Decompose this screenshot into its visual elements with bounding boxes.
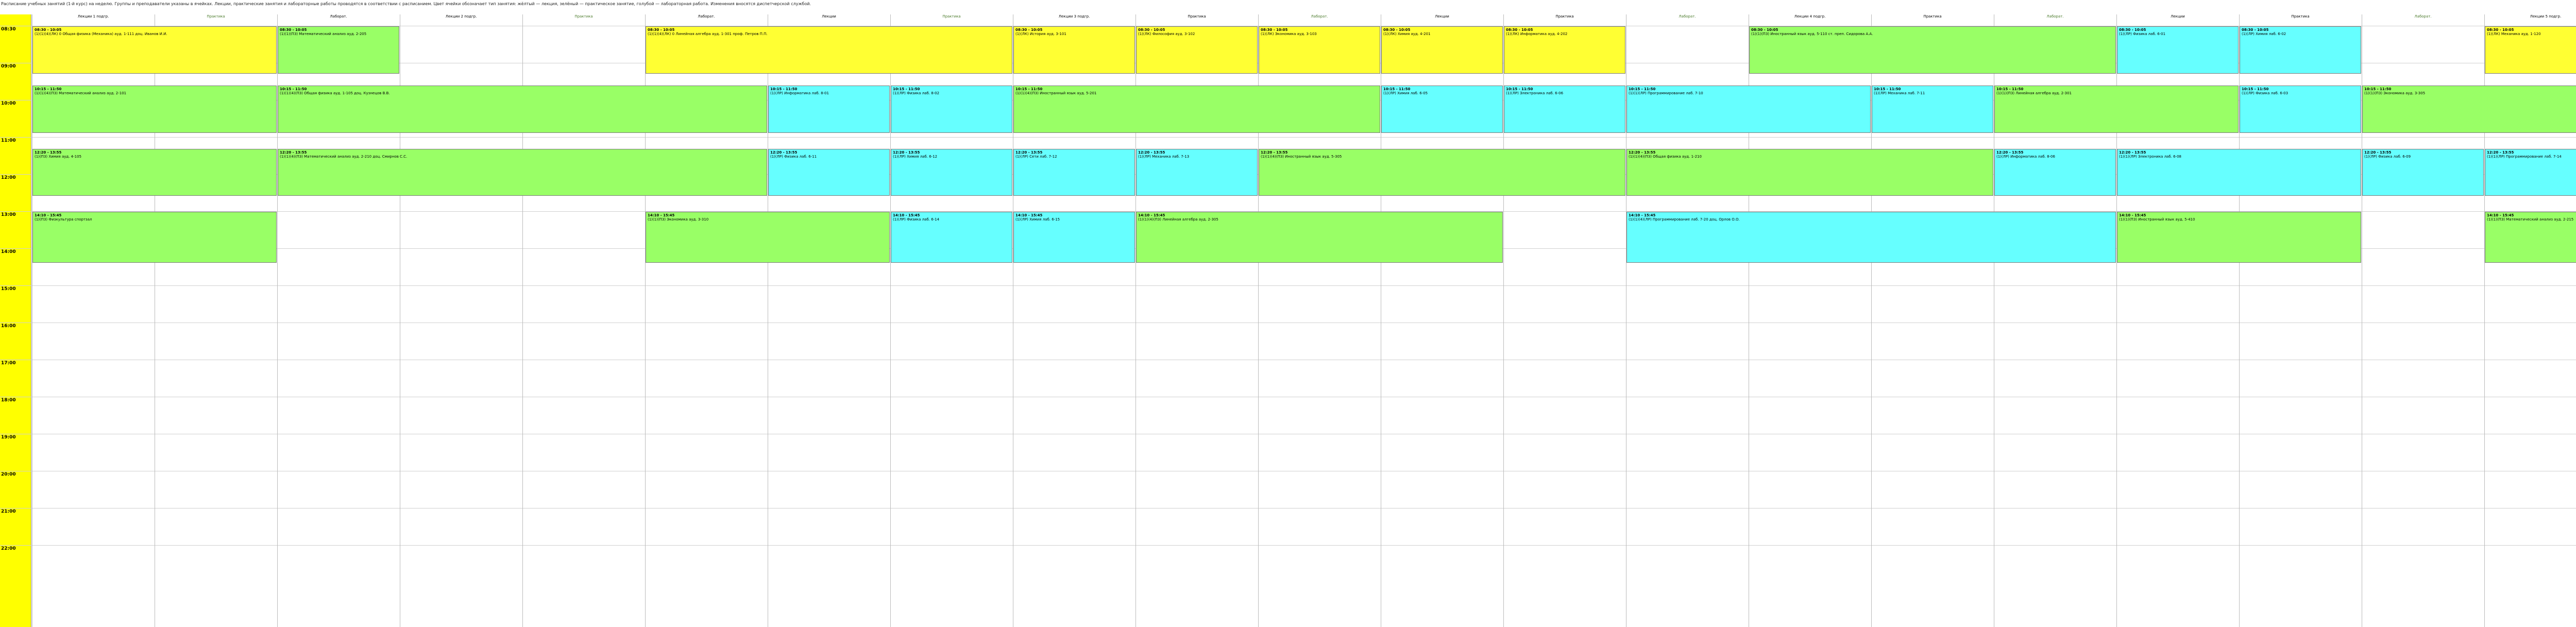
schedule-event[interactable]	[1994, 149, 2116, 196]
event-description: (1)(1)(ПЗ) Экономика ауд. 3-305	[2364, 91, 2426, 96]
event-description: (1)(1)(4)(ПЗ) Иностранный язык ауд. 5-305	[1261, 154, 1342, 159]
column-header: Практика	[1555, 14, 1574, 19]
event-description: (1)(ЛР) Химия лаб. 6-12	[893, 154, 938, 159]
event-time: 08:30 - 10:05	[1506, 28, 1533, 32]
event-time: 14:10 - 15:45	[648, 213, 675, 217]
column-header: Лекции 1 подгр.	[77, 14, 109, 19]
event-description: (1)(1)(4)(ЛР) Программирование лаб. 7-20 доц. Орлов О.О.	[1629, 217, 1740, 222]
schedule-event[interactable]	[1013, 212, 1135, 263]
hour-line	[0, 137, 2576, 138]
event-description: (1)(ЛР) Физика лаб. 6-14	[893, 217, 940, 222]
schedule-event[interactable]	[1013, 26, 1135, 74]
event-description: (1)(1)(ЛР) Программирование лаб. 7-14	[2487, 154, 2562, 159]
column-header: Практика	[1188, 14, 1206, 19]
time-label: 09:00	[1, 64, 16, 69]
schedule-event[interactable]	[1259, 149, 1625, 196]
schedule-event[interactable]	[2117, 26, 2239, 74]
column-header: Лаборат.	[1679, 14, 1696, 19]
schedule-event[interactable]	[646, 212, 890, 263]
column-header: Лаборат.	[2046, 14, 2064, 19]
column-header: Практика	[2291, 14, 2310, 19]
event-time: 12:20 - 13:55	[1015, 150, 1043, 155]
event-time: 12:20 - 13:55	[2487, 150, 2514, 155]
schedule-event[interactable]	[1626, 86, 1871, 133]
event-time: 12:20 - 13:55	[1261, 150, 1288, 155]
event-time: 12:20 - 13:55	[280, 150, 307, 155]
event-time: 08:30 - 10:05	[2242, 28, 2269, 32]
schedule-event[interactable]	[1626, 149, 1993, 196]
schedule-event[interactable]	[2362, 149, 2484, 196]
schedule-event[interactable]	[891, 86, 1012, 133]
event-description: (1)(ЛР) Физика лаб. 6-11	[770, 154, 817, 159]
event-time: 08:30 - 10:05	[2487, 28, 2514, 32]
schedule-event[interactable]	[1013, 149, 1135, 196]
schedule-event[interactable]	[646, 26, 1012, 74]
time-label: 20:00	[1, 472, 16, 477]
schedule-event[interactable]	[1872, 86, 1993, 133]
schedule-event[interactable]	[2485, 26, 2576, 74]
schedule-event[interactable]	[2240, 86, 2361, 133]
column-header: Лекции	[2171, 14, 2185, 19]
event-time: 12:20 - 13:55	[770, 150, 798, 155]
schedule-event[interactable]	[2117, 149, 2361, 196]
time-label: 19:00	[1, 435, 16, 440]
event-description: (1)(ЛР) Информатика лаб. 8-06	[1996, 154, 2055, 159]
event-time: 08:30 - 10:05	[648, 28, 675, 32]
event-description: (1)(ПЗ) Химия ауд. 4-105	[35, 154, 82, 159]
schedule-event[interactable]	[32, 26, 277, 74]
event-description: (1)(ЛК) Химия ауд. 4-201	[1383, 32, 1431, 36]
schedule-event[interactable]	[768, 149, 890, 196]
header-note: Расписание учебных занятий (1-й курс) на неделю. Группы и преподаватели указаны в ячейках. Лекции, практические занятия и лабораторные работы проводятся в соответствии с расписанием. Цвет ячейки обозначает тип занятия: жёлтый — лекция, зелёный — практическое занятие, голубой — лабораторная работа. Изменения вносятся диспетчерской службой.	[1, 2, 811, 6]
event-time: 08:30 - 10:05	[1015, 28, 1043, 32]
column-header: Лекции 4 подгр.	[1794, 14, 1826, 19]
event-description: (1)(1)(ПЗ) Экономика ауд. 3-310	[648, 217, 709, 222]
event-time: 14:10 - 15:45	[893, 213, 920, 217]
event-time: 10:15 - 11:50	[2364, 87, 2392, 92]
event-time: 14:10 - 15:45	[2119, 213, 2146, 217]
event-description: (1)(ЛР) Физика лаб. 6-09	[2364, 154, 2411, 159]
column-header: Лаборат.	[2414, 14, 2432, 19]
column-header: Лекции 3 подгр.	[1058, 14, 1090, 19]
event-time: 12:20 - 13:55	[1138, 150, 1165, 155]
event-description: (1)(1)(ПЗ) Линейная алгебра ауд. 2-301	[1996, 91, 2072, 96]
column-header: Практика	[207, 14, 225, 19]
schedule-event[interactable]	[2240, 26, 2361, 74]
schedule-event[interactable]	[1381, 86, 1503, 133]
column-header: Лаборат.	[330, 14, 347, 19]
schedule-event[interactable]	[1504, 26, 1625, 74]
event-time: 12:20 - 13:55	[893, 150, 920, 155]
schedule-event[interactable]	[891, 149, 1012, 196]
column-header: Практика	[942, 14, 961, 19]
event-time: 08:30 - 10:05	[1138, 28, 1165, 32]
schedule-event[interactable]	[278, 149, 767, 196]
event-time: 12:20 - 13:55	[1629, 150, 1656, 155]
schedule-event[interactable]	[2485, 149, 2576, 196]
schedule-event[interactable]	[1749, 26, 2116, 74]
schedule-event[interactable]	[1504, 86, 1625, 133]
event-time: 12:20 - 13:55	[2119, 150, 2146, 155]
time-label: 12:00	[1, 175, 16, 180]
event-time: 08:30 - 10:05	[35, 28, 62, 32]
time-label: 08:30	[1, 27, 16, 32]
event-description: (1)(ЛР) Электроника лаб. 6-06	[1506, 91, 1564, 96]
event-description: (1)(ЛК) Информатика ауд. 4-202	[1506, 32, 1568, 36]
event-description: (1)(1)(4)(ПЗ) Общая физика ауд. 1-210	[1629, 154, 1702, 159]
time-label: 13:00	[1, 212, 16, 217]
event-description: (1)(1)(4)(ПЗ) Математический анализ ауд. 2-210 доц. Смирнов С.С.	[280, 154, 408, 159]
event-description: (1)(1)(ПЗ) Иностранный язык ауд. 5-410	[2119, 217, 2195, 222]
time-label: 21:00	[1, 509, 16, 514]
event-time: 10:15 - 11:50	[1996, 87, 2024, 92]
schedule-event[interactable]	[1136, 212, 1503, 263]
time-label: 15:00	[1, 286, 16, 292]
schedule-event[interactable]	[1381, 26, 1503, 74]
event-time: 12:20 - 13:55	[35, 150, 62, 155]
schedule-event[interactable]	[2117, 212, 2361, 263]
event-time: 14:10 - 15:45	[1629, 213, 1656, 217]
event-time: 10:15 - 11:50	[770, 87, 798, 92]
event-description: (1)(1)(4)(ПЗ) Иностранный язык ауд. 5-201	[1015, 91, 1097, 96]
event-time: 10:15 - 11:50	[1874, 87, 1901, 92]
schedule-event[interactable]	[32, 86, 277, 133]
event-description: (1)(ЛР) Химия лаб. 6-15	[1015, 217, 1060, 222]
schedule-event[interactable]	[1259, 26, 1380, 74]
time-label: 10:00	[1, 101, 16, 106]
schedule-event[interactable]	[1994, 86, 2239, 133]
event-time: 14:10 - 15:45	[1015, 213, 1043, 217]
event-description: (1)(1)(4)(ЛК) 0 Линейная алгебра ауд. 1-301 проф. Петров П.П.	[648, 32, 768, 36]
event-time: 10:15 - 11:50	[35, 87, 62, 92]
column-header: Лекции	[822, 14, 836, 19]
schedule-event[interactable]	[2362, 86, 2576, 133]
event-time: 08:30 - 10:05	[1261, 28, 1288, 32]
event-time: 08:30 - 10:05	[1751, 28, 1778, 32]
column-header: Лаборат.	[698, 14, 715, 19]
time-label: 16:00	[1, 324, 16, 329]
event-description: (1)(ЛР) Физика лаб. 6-03	[2242, 91, 2289, 96]
event-description: (1)(ЛР) Информатика лаб. 8-01	[770, 91, 829, 96]
event-description: (1)(ЛР) Химия лаб. 6-02	[2242, 32, 2286, 36]
event-description: (1)(ЛК) Механика ауд. 1-120	[2487, 32, 2541, 36]
column-header: Лаборат.	[1311, 14, 1328, 19]
event-description: (1)(1)(ПЗ) Математический анализ ауд. 2-205	[280, 32, 367, 36]
schedule-event[interactable]	[891, 212, 1012, 263]
event-description: (1)(ЛК) Философия ауд. 3-102	[1138, 32, 1195, 36]
event-time: 10:15 - 11:50	[1015, 87, 1043, 92]
event-description: (1)(ЛР) Физика лаб. 8-02	[893, 91, 940, 96]
event-description: (1)(ЛР) Химия лаб. 6-05	[1383, 91, 1428, 96]
column-header: Лекции	[1435, 14, 1449, 19]
event-description: (1)(ЛР) Сети лаб. 7-12	[1015, 154, 1057, 159]
event-time: 12:20 - 13:55	[2364, 150, 2392, 155]
time-label: 22:00	[1, 546, 16, 551]
event-description: (1)(1)(4)(ПЗ) Линейная алгебра ауд. 2-305	[1138, 217, 1218, 222]
column-header: Лекции 2 подгр.	[445, 14, 477, 19]
schedule-event[interactable]	[32, 212, 277, 263]
schedule-event[interactable]	[32, 149, 277, 196]
schedule-event[interactable]	[1136, 149, 1258, 196]
event-description: (1)(ЛК) История ауд. 3-101	[1015, 32, 1066, 36]
hour-line	[0, 508, 2576, 509]
event-time: 10:15 - 11:50	[280, 87, 307, 92]
time-label: 18:00	[1, 398, 16, 403]
schedule-event[interactable]	[278, 26, 399, 74]
event-time: 10:15 - 11:50	[2242, 87, 2269, 92]
hour-line	[0, 545, 2576, 546]
schedule-event[interactable]	[768, 86, 890, 133]
event-description: (1)(ПЗ) Физкультура спортзал	[35, 217, 92, 222]
time-column	[0, 14, 31, 627]
event-time: 08:30 - 10:05	[1383, 28, 1411, 32]
column-header: Практика	[1923, 14, 1942, 19]
event-description: (1)(ЛР) Механика лаб. 7-11	[1874, 91, 1925, 96]
event-description: (1)(ЛР) Механика лаб. 7-13	[1138, 154, 1190, 159]
hour-line	[0, 285, 2576, 286]
event-description: (1)(1)(4)(ПЗ) Математический анализ ауд. 2-101	[35, 91, 127, 96]
column-header: Практика	[574, 14, 593, 19]
event-description: (1)(1)(ЛР) Программирование лаб. 7-10	[1629, 91, 1703, 96]
event-time: 10:15 - 11:50	[1383, 87, 1411, 92]
event-time: 12:20 - 13:55	[1996, 150, 2024, 155]
event-time: 10:15 - 11:50	[893, 87, 920, 92]
time-label: 11:00	[1, 138, 16, 143]
event-description: (1)(1)(4)(ЛК) 0 Общая физика (Механика) ауд. 1-111 доц. Иванов И.И.	[35, 32, 167, 36]
schedule-event[interactable]	[1136, 26, 1258, 74]
event-time: 14:10 - 15:45	[35, 213, 62, 217]
event-time: 10:15 - 11:50	[1506, 87, 1533, 92]
event-time: 10:15 - 11:50	[1629, 87, 1656, 92]
time-label: 17:00	[1, 361, 16, 366]
column-header: Лекции 5 подгр.	[2530, 14, 2562, 19]
schedule-event[interactable]	[278, 86, 767, 133]
event-description: (1)(1)(ПЗ) Иностранный язык ауд. 5-110 ст. преп. Сидорова А.А.	[1751, 32, 1873, 36]
event-description: (1)(1)(4)(ПЗ) Общая физика ауд. 1-105 доц. Кузнецов В.В.	[280, 91, 390, 96]
schedule-event[interactable]	[1013, 86, 1380, 133]
event-description: (1)(ЛК) Экономика ауд. 3-103	[1261, 32, 1317, 36]
event-time: 08:30 - 10:05	[2119, 28, 2146, 32]
schedule-event[interactable]	[1626, 212, 2116, 263]
event-time: 08:30 - 10:05	[280, 28, 307, 32]
event-description: (1)(1)(ПЗ) Математический анализ ауд. 2-215	[2487, 217, 2574, 222]
time-label: 14:00	[1, 249, 16, 255]
schedule-event[interactable]	[2485, 212, 2576, 263]
event-time: 14:10 - 15:45	[1138, 213, 1165, 217]
event-description: (1)(ЛР) Физика лаб. 6-01	[2119, 32, 2166, 36]
event-description: (1)(1)(ЛР) Электроника лаб. 6-08	[2119, 154, 2181, 159]
event-time: 14:10 - 15:45	[2487, 213, 2514, 217]
